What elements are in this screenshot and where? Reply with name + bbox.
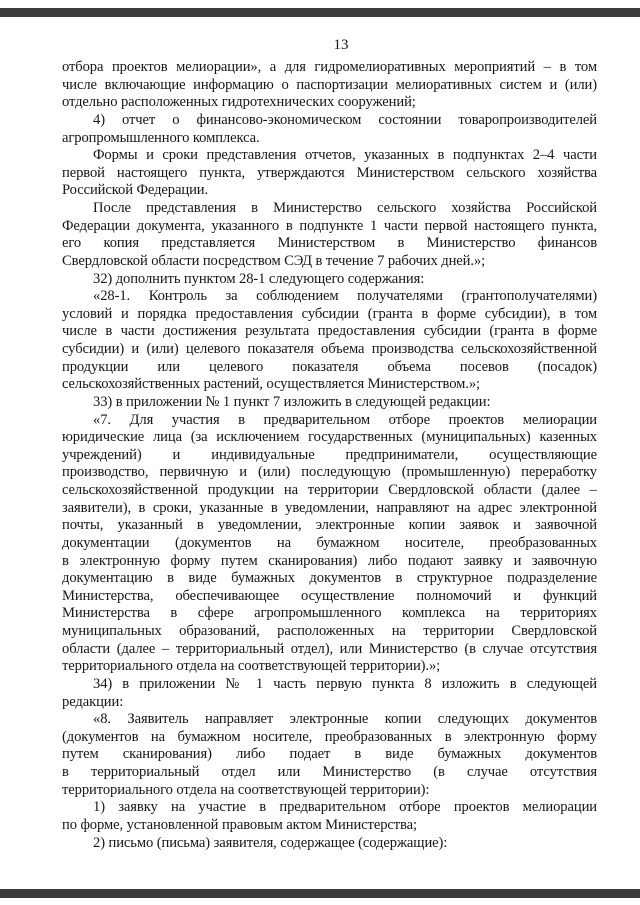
- paragraph: [62, 112, 597, 147]
- text-line: 32) дополнить пунктом 28-1 следующего содержания:: [93, 270, 425, 287]
- text-line: редакции:: [62, 693, 124, 710]
- page-number: 13: [333, 37, 349, 53]
- text-line: После представления в Министерство сельского хозяйства Российской: [93, 200, 597, 216]
- text-line: почты, указанный в уведомлении, электронные копии заявок и заявочной: [62, 517, 597, 534]
- page-separator-top: [0, 8, 640, 17]
- text-line: числе в части достижения результата предоставления субсидии (гранта в форме: [62, 323, 597, 340]
- text-line: (документов на бумажном носителе, преобразованных в электронную форму: [62, 728, 597, 745]
- text-line: его копия представляется Министерством в Министерство финансов: [62, 235, 597, 252]
- text-line: агропромышленного комплекса.: [62, 129, 260, 146]
- text-line: 33) в приложении № 1 пункт 7 изложить в следующей редакции:: [93, 393, 491, 410]
- text-line: в электронную форму путем сканирования) либо подают заявку и заявочную: [62, 552, 597, 569]
- paragraph: [62, 147, 597, 200]
- text-line: территориального отдела на соответствующей территории):: [62, 781, 430, 798]
- text-line: Министерства в сфере агропромышленного комплекса на территориях: [62, 605, 597, 622]
- text-line: юридические лица (за исключением государственных (муниципальных) казенных: [62, 429, 597, 446]
- page-separator-bottom: [0, 889, 640, 898]
- text-line: числе включающие информацию о паспортизации мелиоративных систем и (или): [62, 76, 597, 93]
- text-line: документации (документов на бумажном носителе, преобразованных: [62, 534, 597, 551]
- text-line: 34) в приложении № 1 часть первую пункта 8 изложить в следующей: [93, 675, 597, 692]
- text-line: путем сканирования) либо подает в виде бумажных документов: [62, 746, 597, 763]
- text-line: «8. Заявитель направляет электронные копии следующих документов: [93, 711, 597, 728]
- text-line: в территориальный отдел или Министерство (в случае отсутствия: [62, 764, 597, 780]
- text-line: по форме, установленной правовым актом Министерства;: [62, 816, 417, 833]
- text-line: заявители), в сроки, указанные в уведомлении, направляют на адрес электронной: [62, 499, 597, 516]
- paragraph: [62, 288, 597, 394]
- text-line: субсидии) и (или) целевого показателя объема производства сельскохозяйственной: [62, 341, 597, 357]
- text-line: отдельно расположенных гидротехнических сооружений;: [62, 94, 416, 111]
- text-line: территориального отдела на соответствующей территории).»;: [62, 658, 441, 675]
- paragraph: [62, 711, 597, 799]
- paragraph: [62, 394, 597, 412]
- text-line: отбора проектов мелиорации», а для гидромелиоративных мероприятий – в том: [62, 59, 597, 75]
- text-line: Федерации документа, указанного в подпункте 1 части первой настоящего пункта,: [62, 217, 597, 234]
- text-line: условий и порядка предоставления субсидии (гранта в форме субсидии), в том: [62, 305, 597, 322]
- text-line: продукции или целевого показателя объема посевов (посадок): [62, 358, 597, 375]
- paragraph: [62, 200, 597, 271]
- text-line: Формы и сроки представления отчетов, указанных в подпунктах 2–4 части: [93, 147, 597, 164]
- text-line: области (далее – территориальный отдел), или Министерство (в случае отсутствия: [62, 640, 597, 657]
- text-line: учреждений) и индивидуальные предприниматели, осуществляющие: [62, 446, 597, 463]
- paragraph: [62, 676, 597, 711]
- paragraph: [62, 271, 597, 289]
- paragraph: [62, 59, 597, 112]
- text-line: 1) заявку на участие в предварительном отборе проектов мелиорации: [93, 799, 597, 816]
- text-line: «7. Для участия в предварительном отборе проектов мелиорации: [93, 411, 597, 428]
- text-line: 2) письмо (письма) заявителя, содержащее (содержащие):: [93, 834, 448, 851]
- text-line: Российской Федерации.: [62, 182, 209, 199]
- paragraph: [62, 799, 597, 834]
- text-line: первой настоящего пункта, утверждаются Министерством сельского хозяйства: [62, 164, 597, 181]
- text-line: документацию в виде бумажных документов в структурное подразделение: [62, 570, 597, 587]
- paragraph: [62, 835, 597, 853]
- text-line: Свердловской области посредством СЭД в течение 7 рабочих дней.»;: [62, 252, 486, 269]
- text-line: сельскохозяйственных растений, осуществляется Министерством.»;: [62, 376, 480, 393]
- text-line: производство, первичную и (или) последующую (промышленную) переработку: [62, 464, 597, 481]
- text-line: Министерства, обеспечивающее осуществление полномочий и функций: [62, 587, 597, 604]
- document-text-block: [62, 59, 597, 852]
- text-line: муниципальных образований, расположенных на территории Свердловской: [62, 623, 597, 639]
- text-line: сельскохозяйственной продукции на территории Свердловской области (далее –: [62, 482, 597, 498]
- paragraph: [62, 412, 597, 676]
- text-line: 4) отчет о финансово-экономическом состоянии товаропроизводителей: [93, 111, 597, 128]
- text-line: «28-1. Контроль за соблюдением получателями (грантополучателями): [93, 288, 597, 305]
